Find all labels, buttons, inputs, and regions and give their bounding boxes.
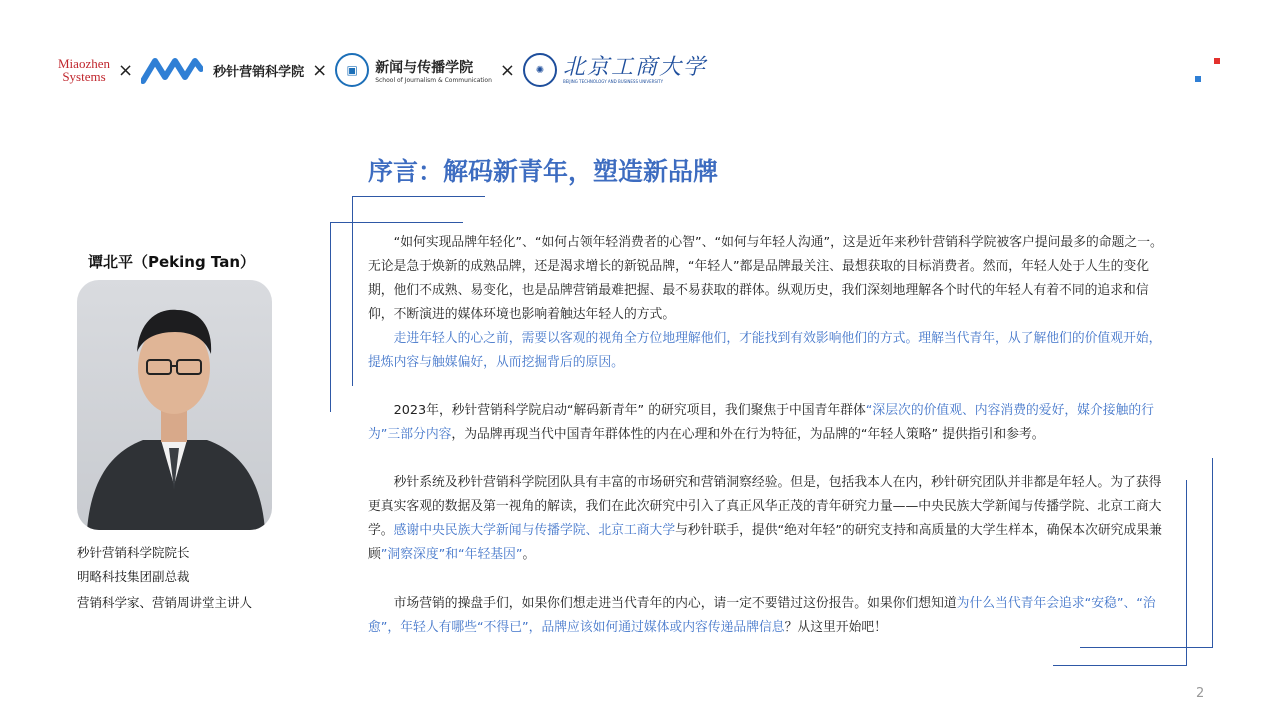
person-name: 谭北平（Peking Tan） — [88, 253, 256, 271]
partner-logos — [58, 50, 707, 90]
paragraph-2-text: 2023年，秒针营销科学院启动“解码新青年” 的研究项目，我们聚焦于中国青年群体 — [393, 403, 866, 418]
paragraph-1 — [368, 231, 1168, 375]
paragraph-4-text-end: ？从这里开始吧！ — [784, 620, 887, 635]
miaozhen-logo-line1: Miaozhen — [58, 56, 110, 71]
btbu-name-cn: 北京工商大学 — [562, 54, 707, 80]
paragraph-2 — [368, 399, 1168, 447]
person-photo — [77, 280, 272, 530]
paragraph-3 — [368, 471, 1168, 567]
miaozhen-logo — [58, 57, 110, 83]
paragraph-3-highlight-2: ”洞察深度”和“年轻基因” — [380, 547, 523, 562]
frame-line — [1186, 480, 1187, 666]
paragraph-1-text: “如何实现品牌年轻化”、“如何占领年轻消费者的心智”、“如何与年轻人沟通”，这是近年来秒针营销科学院被客户提问最多的命题之一。无论是急于焕新的成熟品牌，还是渴求增长的新锐品牌，“年轻人”都是品牌最关注、最想获取的目标消费者。然而，年轻人处于人生的变化期，他们不成熟、易变化，也是品牌营销最难把握、最不易获取的群体。纵观历史，我们深刻地理解各个时代的年轻人有着不同的追求和信仰，不断演进的媒体环境也影响着触达年轻人的方式。 — [368, 235, 1163, 322]
paragraph-4 — [368, 592, 1168, 640]
academy-wave-logo — [141, 55, 203, 85]
frame-line — [1212, 458, 1213, 648]
school-seal-icon: ▣ — [335, 53, 369, 87]
paragraph-3-text-mid: 与秒针联手，提供“绝对年轻”的研究支持和高质量的大学生样本，确保本次研究成果兼顾 — [368, 523, 1162, 562]
decorative-blue-square — [1195, 76, 1201, 82]
frame-line — [352, 196, 485, 197]
page-title: 序言：解码新青年，塑造新品牌 — [368, 157, 719, 186]
page-number: 2 — [1196, 686, 1205, 701]
paragraph-1-highlight: 走进年轻人的心之前，需要以客观的视角全方位地理解他们，才能找到有效影响他们的方式。理解当代青年，从了解他们的价值观开始，提炼内容与触媒偏好，从而挖掘背后的原因。 — [368, 331, 1162, 370]
paragraph-3-highlight: 感谢中央民族大学新闻与传播学院、北京工商大学 — [393, 523, 676, 538]
person-role: 秒针营销科学院院长 — [77, 545, 190, 560]
paragraph-2-text-end: ，为品牌再现当代中国青年群体性的内在心理和外在行为特征，为品牌的“年轻人策略” 提供指引和参考。 — [451, 427, 1045, 442]
btbu-name-en: BEIJING TECHNOLOGY AND BUSINESS UNIVERSITY — [562, 78, 664, 84]
frame-line — [330, 222, 331, 412]
paragraph-3-text: 秒针系统及秒针营销科学院团队具有丰富的市场研究和营销洞察经验。但是，包括我本人在内，秒针研究团队并非都是年轻人。为了获得更真实客观的数据及第一视角的解读，我们在此次研究中引入了真正风华正茂的青年研究力量——中央民族大学新闻与传播学院、北京工商大学。 — [368, 475, 1162, 538]
decorative-red-square — [1214, 58, 1220, 64]
frame-line — [1053, 665, 1187, 666]
school-name-cn: 新闻与传播学院 — [375, 59, 474, 76]
frame-line — [1080, 647, 1213, 648]
frame-line — [330, 222, 463, 223]
person-role: 营销科学家、营销周讲堂主讲人 — [77, 595, 253, 610]
times-separator: × — [312, 59, 328, 81]
school-name-en: School of Journalism & Communication — [375, 76, 492, 84]
frame-line — [352, 196, 353, 386]
paragraph-2-highlight: “深层次的价值观、内容消费的爱好，媒介接触的行为”三部分内容 — [368, 403, 1154, 442]
paragraph-4-highlight: 为什么当代青年会追求“安稳”、“治愈”，年轻人有哪些“不得已”，品牌应该如何通过媒体或内容传递品牌信息 — [368, 596, 1156, 635]
school-logo — [335, 53, 492, 87]
btbu-logo — [523, 53, 707, 87]
btbu-seal-icon: ✺ — [523, 53, 557, 87]
person-role: 明略科技集团副总裁 — [77, 569, 190, 584]
times-separator: × — [117, 59, 134, 81]
paragraph-3-text-end: 。 — [522, 547, 536, 562]
miaozhen-logo-line2: Systems — [62, 69, 106, 84]
academy-name: 秒针营销科学院 — [213, 64, 305, 80]
paragraph-4-text: 市场营销的操盘手们，如果你们想走进当代青年的内心，请一定不要错过这份报告。如果你们想知道 — [393, 596, 957, 611]
times-separator: × — [499, 59, 515, 81]
